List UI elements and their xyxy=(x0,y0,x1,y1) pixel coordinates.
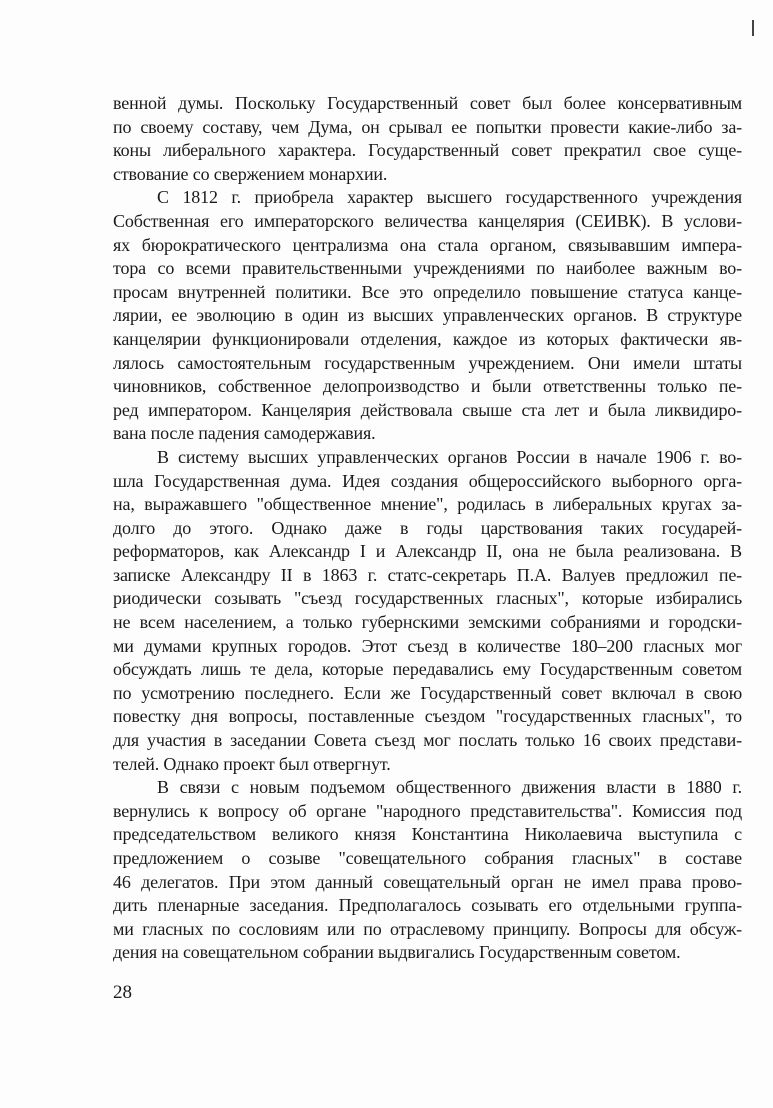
text-line: ми гласных по сословиям или по отраслевому принципу. Вопросы для обсуж- xyxy=(113,918,742,939)
text-line: председательством великого князя Константина Николаевича выступила с xyxy=(113,824,742,845)
text-line: предложением о созыве "совещательного собрания гласных" в составе xyxy=(113,848,742,868)
text-line: коны либерального характера. Государственный совет прекратил свое суще- xyxy=(113,140,742,161)
text-line: на, выражавшего "общественное мнение", родилась в либеральных кругах за- xyxy=(113,494,742,515)
paragraph xyxy=(113,186,742,446)
text-line: дения на совещательном собрании выдвигались Государственным советом. xyxy=(113,942,681,963)
text-line: риодически созывать "съезд государственных гласных", которые избирались xyxy=(113,588,742,609)
text-line: лялось самостоятельным государственным учреждением. Они имели штаты xyxy=(113,352,742,373)
paragraph xyxy=(113,92,742,186)
text-line: ях бюрократического централизма она стала органом, связывавшим импера- xyxy=(113,234,742,255)
text-line: С 1812 г. приобрела характер высшего государственного учреждения xyxy=(157,187,742,208)
text-line: чиновников, собственное делопроизводство и были ответственны только пе- xyxy=(113,376,742,397)
text-line: ми думами крупных городов. Этот съезд в количестве 180–200 гласных мог xyxy=(113,635,742,656)
text-line: вернулись к вопросу об органе "народного представительства". Комиссия под xyxy=(113,800,742,821)
text-line: повестку дня вопросы, поставленные съездом "государственных гласных", то xyxy=(113,706,742,727)
text-line: реформаторов, как Александр I и Александр II, она не была реализована. В xyxy=(113,541,742,562)
text-line: В систему высших управленческих органов России в начале 1906 г. во- xyxy=(157,446,742,467)
scan-edge-mark xyxy=(752,20,754,36)
paragraph xyxy=(113,446,742,776)
text-line: долго до этого. Однако даже в годы царствования таких государей- xyxy=(113,517,742,538)
text-line: телей. Однако проект был отвергнут. xyxy=(113,753,391,774)
text-line: обсуждать лишь те дела, которые передавались ему Государственным советом xyxy=(113,659,742,680)
text-line: венной думы. Поскольку Государственный совет был более консервативным xyxy=(113,93,742,113)
text-line: лярии, ее эволюцию в один из высших управленческих органов. В структуре xyxy=(113,305,742,326)
text-line: по усмотрению последнего. Если же Государственный совет включал в свою xyxy=(113,682,742,703)
text-line: записке Александру II в 1863 г. статс-секретарь П.А. Валуев предложил пе- xyxy=(113,564,742,585)
text-line: для участия в заседании Совета съезд мог послать только 16 своих представи- xyxy=(113,730,742,751)
body-text xyxy=(113,92,742,965)
text-line: тора со всеми правительственными учреждениями по наиболее важным во- xyxy=(113,258,742,279)
text-line: Собственная его императорского величества канцелярия (СЕИВК). В услови- xyxy=(113,210,742,231)
text-line: 46 делегатов. При этом данный совещательный орган не имел права прово- xyxy=(113,871,742,892)
text-line: не всем населением, а только губернскими земскими собраниями и городски- xyxy=(113,612,742,633)
paragraph xyxy=(113,776,742,965)
text-line: просам внутренней политики. Все это определило повышение статуса канце- xyxy=(113,281,742,302)
text-line: по своему составу, чем Дума, он срывал ее попытки провести какие-либо за- xyxy=(113,116,742,137)
text-line: ствование со свержением монархии. xyxy=(113,163,388,184)
text-line: дить пленарные заседания. Предполагалось созывать его отдельными группа- xyxy=(113,895,742,916)
text-line: шла Государственная дума. Идея создания общероссийского выборного орга- xyxy=(113,470,742,491)
text-line: В связи с новым подъемом общественного движения власти в 1880 г. xyxy=(157,777,742,798)
text-line: вана после падения самодержавия. xyxy=(113,423,376,444)
page-number: 28 xyxy=(113,982,132,1003)
text-line: ред императором. Канцелярия действовала свыше ста лет и была ликвидиро- xyxy=(113,399,742,420)
text-line: канцелярии функционировали отделения, каждое из которых фактически яв- xyxy=(113,328,742,349)
